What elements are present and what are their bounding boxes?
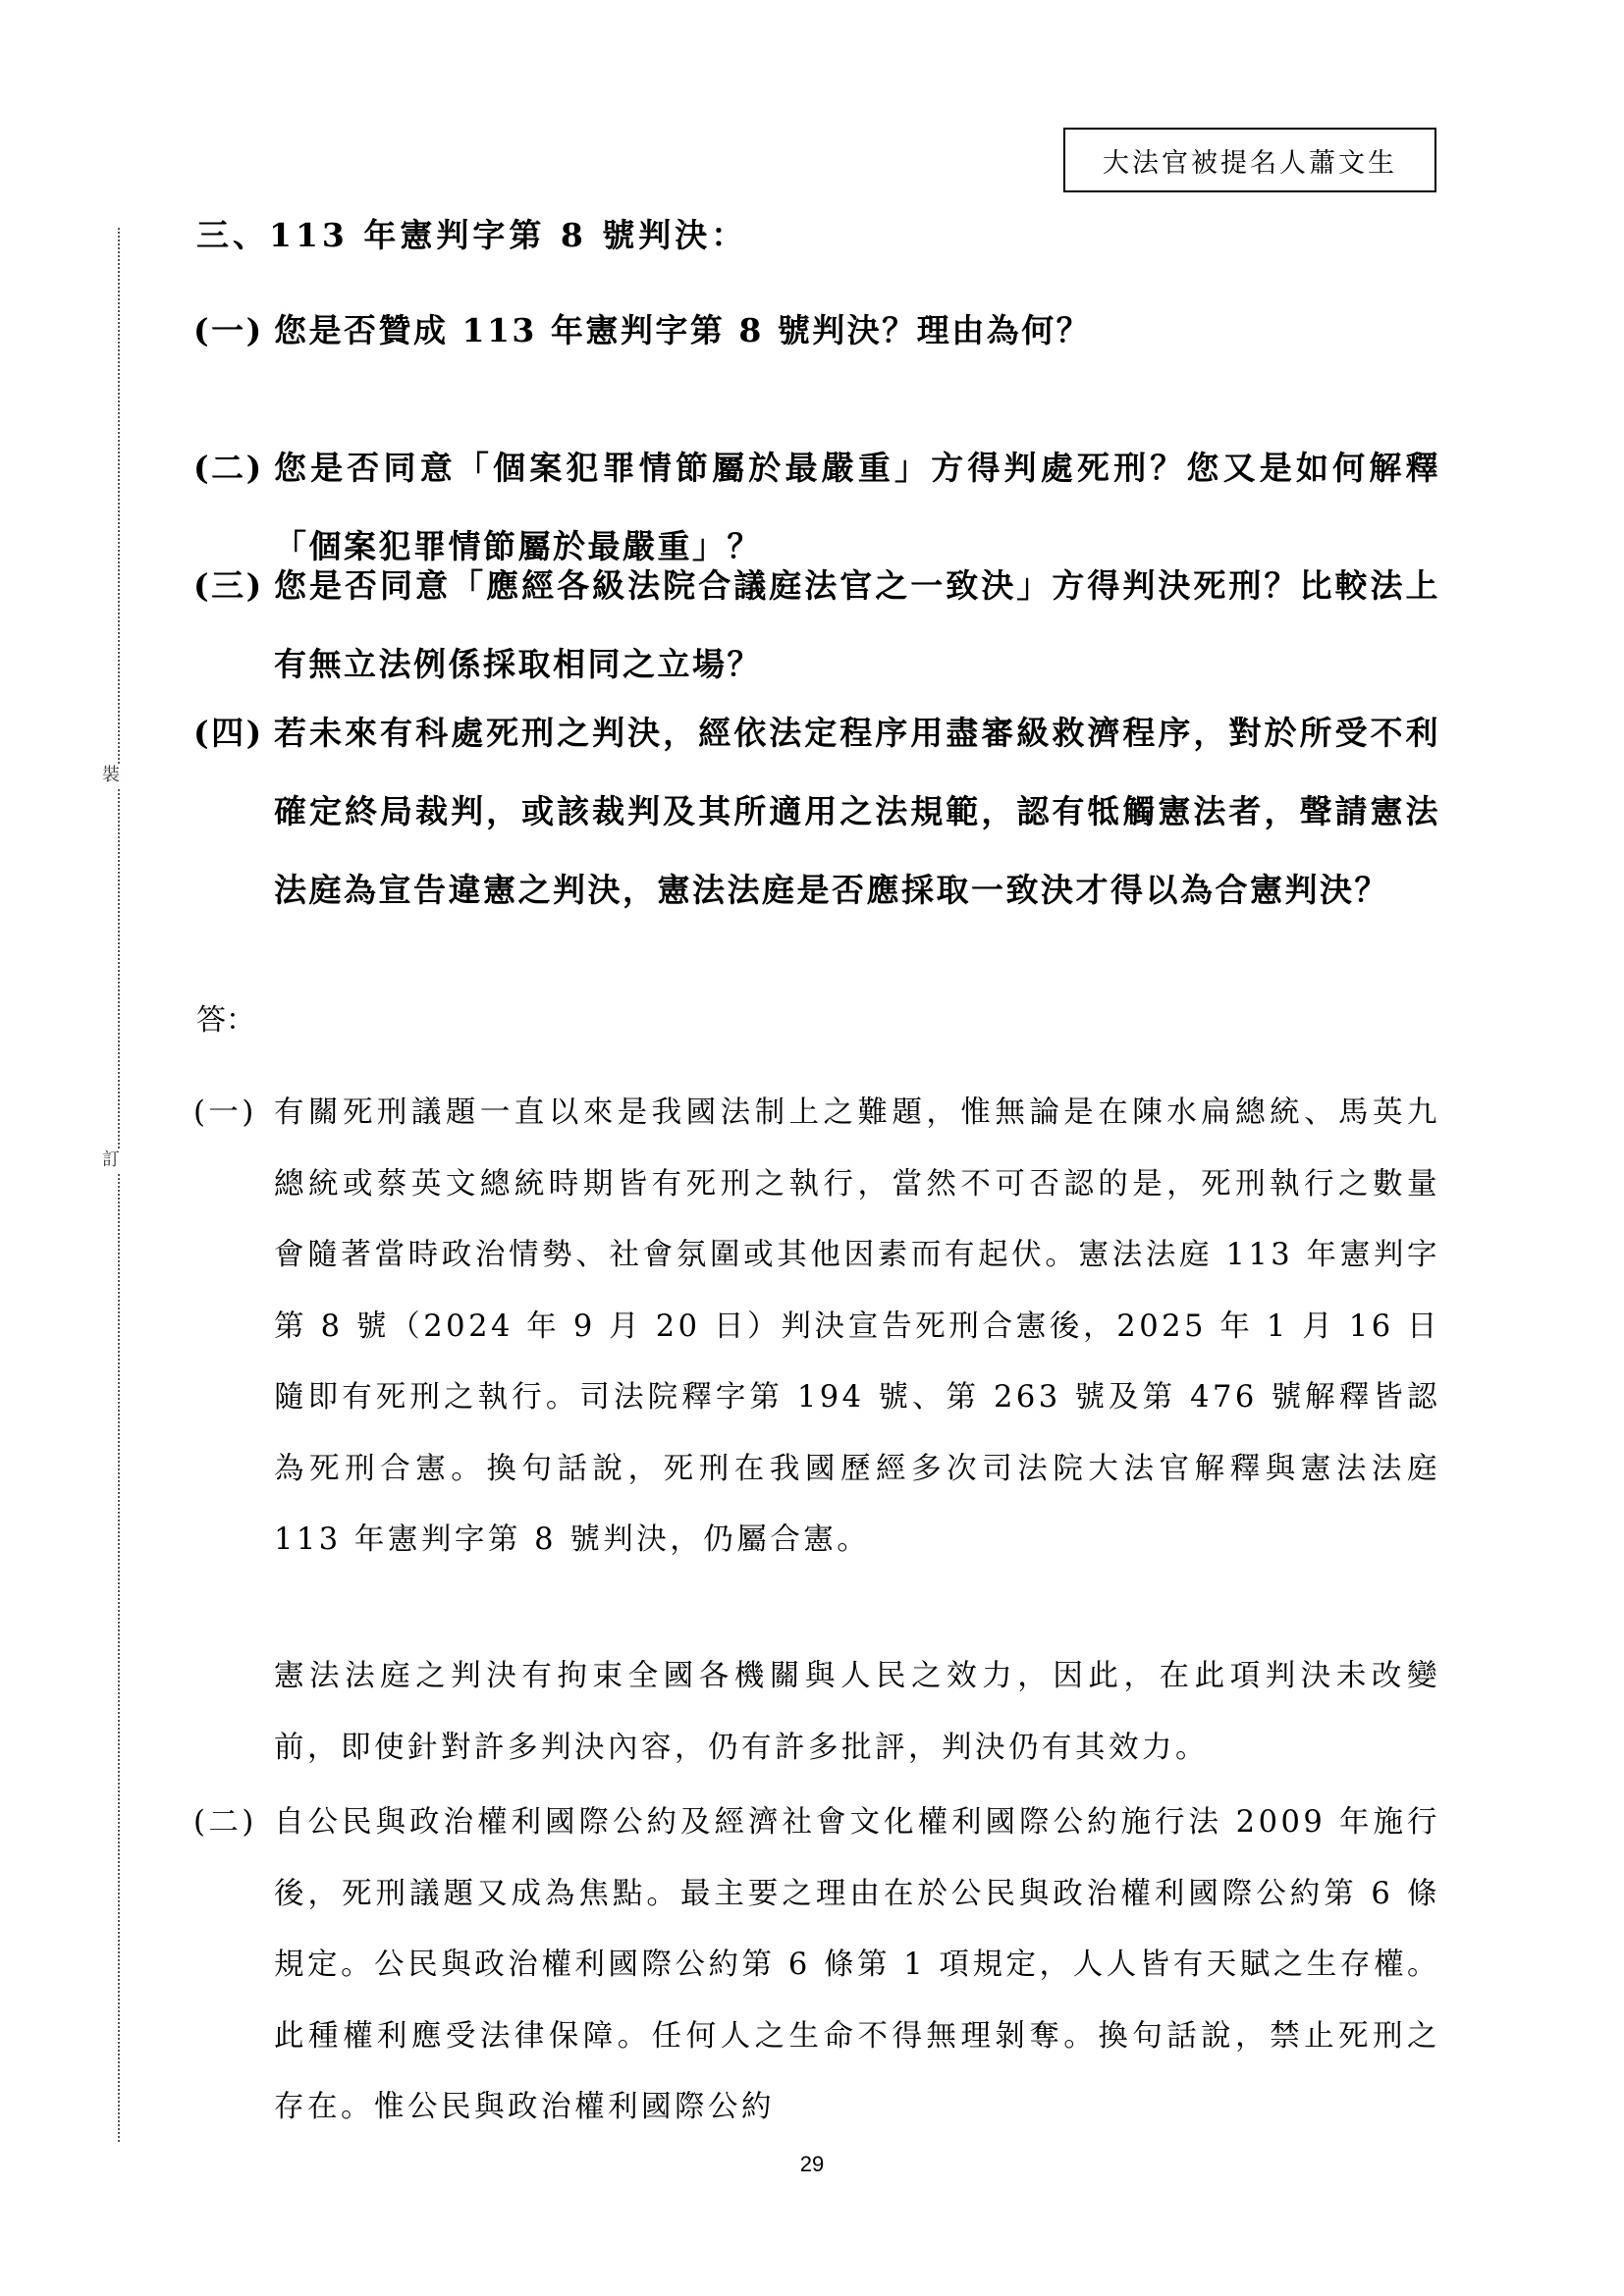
binding-mark-zhuang: 裝 (102, 765, 120, 785)
question-number: (四) (193, 714, 264, 752)
question-1 (193, 292, 1440, 370)
question-number: (一) (193, 311, 264, 349)
binding-margin-line (118, 228, 120, 2142)
nominee-label: 大法官被提名人蕭文生 (1103, 147, 1397, 179)
question-number: (二) (193, 449, 264, 487)
answer-2 (193, 1788, 1440, 2144)
answer-number: (二) (193, 1805, 257, 1840)
question-text: 您是否同意「個案犯罪情節屬於最嚴重」方得判處死刑？您又是如何解釋「個案犯罪情節屬於最嚴重」？ (274, 449, 1440, 565)
answer-number: (一) (193, 1095, 257, 1130)
section-title: 三、113 年憲判字第 8 號判決： (196, 216, 748, 254)
answer-1 (193, 1078, 1440, 1576)
answer-label: 答： (196, 1003, 255, 1038)
question-text: 您是否同意「應經各級法院合議庭法官之一致決」方得判決死刑？比較法上有無立法例係採取相同之立場？ (274, 566, 1440, 683)
page-number: 29 (799, 2152, 825, 2176)
answer-text: 有關死刑議題一直以來是我國法制上之難題，惟無論是在陳水扁總統、馬英九總統或蔡英文總統時期皆有死刑之執行，當然不可否認的是，死刑執行之數量會隨著當時政治情勢、社會氛圍或其他因素而有起伏。憲法法庭 113 年憲判字第 8 號（2024 年 9 月 20 日）判決宣告死刑合憲後，2025 年 1 月 16 日隨即有死刑之執行。司法院釋字第 194 號、第 263 號及第 476 號解釋皆認為死刑合憲。換句話說，死刑在我國歷經多次司法院大法官解釋與憲法法庭 113 年憲判字第 8 號判決，仍屬合憲。 (274, 1095, 1440, 1557)
question-4 (193, 694, 1440, 930)
answer-text: 自公民與政治權利國際公約及經濟社會文化權利國際公約施行法 2009 年施行後，死刑議題又成為焦點。最主要之理由在於公民與政治權利國際公約第 6 條規定。公民與政治權利國際公約第 6 條第 1 項規定，人人皆有天賦之生存權。此種權利應受法律保障。任何人之生命不得無理剝奪。換句話說，禁止死刑之存在。惟公民與政治權利國際公約 (274, 1805, 1440, 2124)
question-text: 若未來有科處死刑之判決，經依法定程序用盡審級救濟程序，對於所受不利確定終局裁判，或該裁判及其所適用之法規範，認有牴觸憲法者，聲請憲法法庭為宣告違憲之判決，憲法法庭是否應採取一致決才得以為合憲判決？ (274, 714, 1440, 909)
question-3 (193, 547, 1440, 704)
question-text: 您是否贊成 113 年憲判字第 8 號判決？理由為何？ (274, 311, 1092, 349)
answer-1-paragraph-2: 憲法法庭之判決有拘束全國各機關與人民之效力，因此，在此項判決未改變前，即使針對許多判決內容，仍有許多批評，判決仍有其效力。 (274, 1659, 1440, 1765)
nominee-label-box (1063, 128, 1436, 192)
question-number: (三) (193, 566, 264, 605)
binding-mark-ding: 訂 (102, 1149, 120, 1170)
